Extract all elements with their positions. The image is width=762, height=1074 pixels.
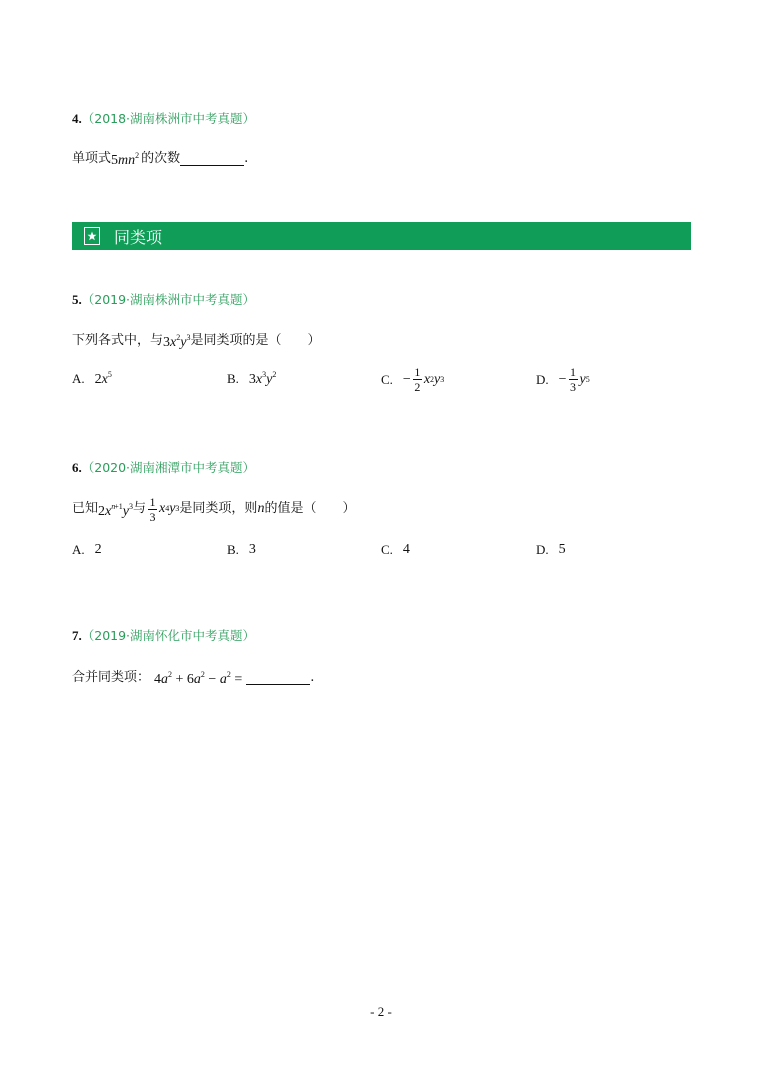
q4-header [72,110,255,129]
q7-source: （2019·湖南怀化市中考真题） [81,628,256,643]
q4-text-after: 的次数 [141,150,181,166]
q7-header [72,627,255,646]
q6-text-1: 已知 [72,501,99,516]
q6-number: 6. [72,460,82,475]
q5-option-c[interactable]: C. − $\frac{1}{2}$ x 2 y 3 [381,365,445,394]
q5-option-d-value: − $\frac{1}{3}$ y 5 [558,365,590,394]
q7-number: 7. [72,628,82,643]
q6-option-d[interactable]: D. 5 [536,542,566,557]
q5-number: 5. [72,292,82,307]
q4-source: （2018·湖南株洲市中考真题） [81,111,256,126]
q6-stem [72,494,355,524]
q6-option-b[interactable]: B. 3 [227,542,256,557]
q6-expression-1: $2x^{n+1}y^3$ [98,501,133,519]
q4-stem [72,146,248,171]
section-banner [72,222,691,250]
q7-end: . [310,669,315,685]
q7-answer-blank[interactable] [246,670,310,685]
q6-text-4: 的值是（ ） [264,501,356,516]
q6-option-a[interactable]: A. 2 [72,542,102,557]
bookmark-star-icon [84,227,100,245]
q5-expression: $3x^2y^3$ [163,333,191,350]
q4-end: . [244,150,249,166]
q5-text-after: 是同类项的是（ ） [190,332,321,348]
q4-number: 4. [72,111,82,126]
q5-source: （2019·湖南株洲市中考真题） [81,292,256,307]
q4-answer-blank[interactable] [180,151,244,166]
q6-option-a-value: 2 [94,542,102,557]
q6-option-b-value: 3 [248,542,256,557]
q5-option-c-value: − $\frac{1}{2}$ x 2 y 3 [402,365,445,394]
q6-source: （2020·湖南湘潭市中考真题） [81,460,256,475]
q6-text-3: 是同类项，则 [179,501,258,516]
q4-expression: $5mn^2$ [111,151,140,168]
q6-text-2: 与 [132,501,146,516]
q5-option-d[interactable]: D. − $\frac{1}{3}$ y 5 [536,365,590,394]
page-number: - 2 - [370,1004,392,1019]
q5-option-b-value: $3x^3y^2$ [248,370,277,387]
q6-option-c[interactable]: C. 4 [381,542,410,557]
q5-text-before: 下列各式中，与 [72,332,164,348]
q5-header [72,291,255,310]
q7-stem [72,665,314,690]
q5-option-a-value: $2x^5$ [94,370,112,387]
q6-expression-2: $\frac{1}{3}$ x 4 y 3 [149,494,180,524]
q4-text-before: 单项式 [72,150,112,166]
q6-header [72,459,255,478]
q6-option-c-value: 4 [402,542,410,557]
q5-stem [72,328,320,353]
section-title: 同类项 [114,227,163,247]
q7-text-before: 合并同类项： [72,669,151,685]
q6-option-d-value: 5 [558,542,566,557]
q7-expression: $4a^2 + 6a^2 - a^2$ = [154,670,243,687]
q5-option-a[interactable]: A. $2x^5$ [72,370,112,387]
q5-option-b[interactable]: B. $3x^3y^2$ [227,370,277,387]
q6-var-n: n [257,501,265,516]
